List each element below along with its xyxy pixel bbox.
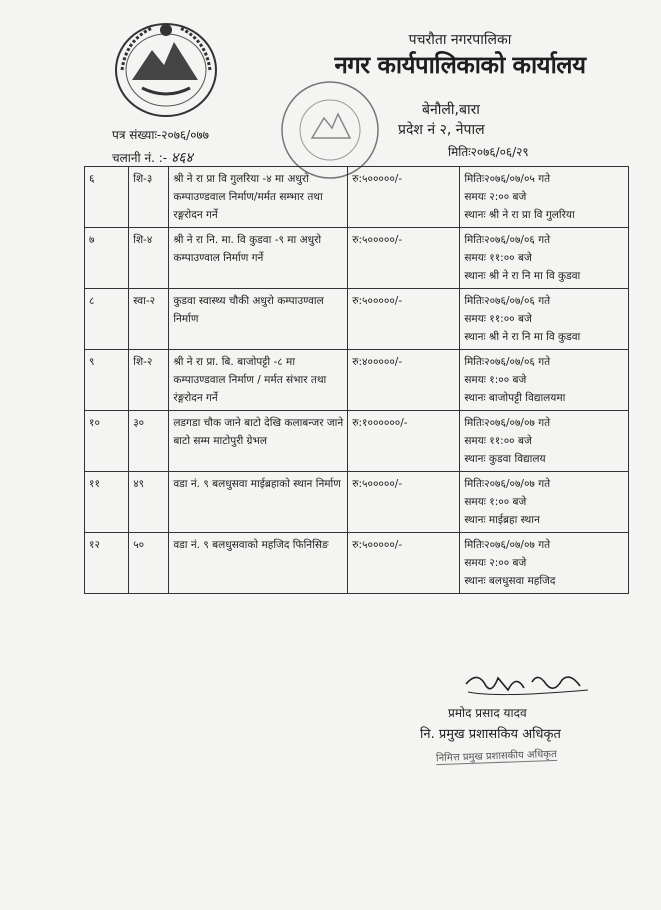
schedule-time: समयः १:०० बजे [464, 496, 527, 508]
work-code: ४९ [129, 472, 169, 533]
work-description: वडा नं. ९ बलधुसवा माईब्रहाको स्थान निर्माण [169, 472, 348, 533]
work-code: शि-३ [129, 167, 169, 228]
work-description: लडगडा चौक जाने बाटो देखि कलाबन्जर जाने बाटो सम्म माटोपुरी ग्रेभल [169, 411, 348, 472]
patra-sankhya: पत्र संख्याः-२०७६/०७७ [112, 128, 209, 142]
schedule-date: मितिः२०७६/०७/०५ गते [464, 173, 551, 185]
work-code: स्वा-२ [129, 289, 169, 350]
letterhead [280, 30, 640, 79]
schedule-date: मितिः२०७६/०७/०७ गते [464, 417, 551, 429]
serial-number: ७ [85, 228, 129, 289]
table-row [85, 228, 629, 289]
amount: रु:५०००००/- [348, 289, 460, 350]
table-row [85, 533, 629, 594]
schedule-date: मितिः२०७६/०७/०६ गते [464, 234, 551, 246]
nepal-emblem-logo [112, 20, 220, 120]
signer-name: प्रमोद प्रसाद यादव [448, 706, 527, 720]
address-line1: बेनौली,बारा [422, 102, 480, 118]
amount: रु:४०००००/- [348, 350, 460, 411]
work-description: कुडवा स्वास्थ्य चौकी अधुरो कम्पाउण्वाल निर्माण [169, 289, 348, 350]
table-row [85, 411, 629, 472]
schedule-time: समयः १:०० बजे [464, 374, 527, 386]
schedule-place: स्थानः बलधुसवा महजिद [464, 575, 556, 587]
schedule-place: स्थानः कुडवा विद्यालय [464, 453, 546, 465]
schedule [460, 167, 629, 228]
schedule-time: समयः ११:०० बजे [464, 435, 532, 447]
schedule-date: मितिः२०७६/०७/०६ गते [464, 356, 551, 368]
schedule-time: समयः २:०० बजे [464, 557, 527, 569]
table-row [85, 472, 629, 533]
serial-number: १२ [85, 533, 129, 594]
signature-rubber-stamp: निमित्त प्रमुख प्रशासकीय अधिकृत [436, 746, 557, 765]
amount: रु:५०००००/- [348, 228, 460, 289]
schedule [460, 533, 629, 594]
serial-number: ६ [85, 167, 129, 228]
work-code: ५० [129, 533, 169, 594]
schedule [460, 228, 629, 289]
address-line2: प्रदेश नं २, नेपाल [398, 122, 485, 138]
schedule-place: स्थानः श्री ने रा नि मा वि कुडवा [464, 270, 581, 282]
table-row [85, 167, 629, 228]
municipality-name: पचरौता नगरपालिका [408, 32, 512, 48]
letter-date: मितिः२०७६/०६/२९ [448, 145, 529, 159]
schedule-place: स्थानः श्री ने रा प्रा वि गुलरिया [464, 209, 575, 221]
schedule [460, 350, 629, 411]
work-description: श्री ने रा प्रा. बि. बाजोपट्टी -८ मा कम्पाउण्डवाल निर्माण / मर्मत संभार तथा रंङ्गरोदन गर्ने [169, 350, 348, 411]
table-row [85, 350, 629, 411]
serial-number: ११ [85, 472, 129, 533]
work-code: ३० [129, 411, 169, 472]
schedule-date: मितिः२०७६/०७/०७ गते [464, 539, 551, 551]
amount: रु:५०००००/- [348, 167, 460, 228]
schedule-time: समयः ११:०० बजे [464, 252, 532, 264]
schedule [460, 411, 629, 472]
amount: रु:५०००००/- [348, 533, 460, 594]
schedule-time: समयः २:०० बजे [464, 191, 527, 203]
chalani-value: ४६४ [170, 150, 193, 166]
table-row [85, 289, 629, 350]
work-description: श्री ने रा नि. मा. वि कुडवा -९ मा अधुरो कम्पाउण्वाल निर्माण गर्ने [169, 228, 348, 289]
work-code: शि-२ [129, 350, 169, 411]
schedule-time: समयः ११:०० बजे [464, 313, 532, 325]
serial-number: १० [85, 411, 129, 472]
work-description: वडा नं. ९ बलधुसवाको महजिद फिनिसिङ [169, 533, 348, 594]
schedule-place: स्थानः बाजोपट्टी विद्यालयमा [464, 392, 566, 404]
handwritten-signature [458, 664, 598, 702]
serial-number: ९ [85, 350, 129, 411]
signer-title: नि. प्रमुख प्रशासकिय अधिकृत [420, 727, 561, 742]
chalani-number [112, 148, 193, 167]
office-title: नगर कार्यपालिकाको कार्यालय [334, 51, 586, 79]
work-description: श्री ने रा प्रा वि गुलरिया -४ मा अधुरो कम्पाउण्डवाल निर्माण/मर्मत सम्भार तथा रङ्गरोदन गर्ने [169, 167, 348, 228]
amount: रु:५०००००/- [348, 472, 460, 533]
schedule-place: स्थानः श्री ने रा नि मा वि कुडवा [464, 331, 581, 343]
amount: रु:१००००००/- [348, 411, 460, 472]
schedule [460, 289, 629, 350]
works-table [84, 166, 629, 594]
schedule-place: स्थानः माईब्रहा स्थान [464, 514, 540, 526]
schedule-date: मितिः२०७६/०७/०७ गते [464, 478, 551, 490]
chalani-label: चलानी नं. :- [112, 151, 168, 165]
work-code: शि-४ [129, 228, 169, 289]
serial-number: ८ [85, 289, 129, 350]
schedule-date: मितिः२०७६/०७/०६ गते [464, 295, 551, 307]
schedule [460, 472, 629, 533]
